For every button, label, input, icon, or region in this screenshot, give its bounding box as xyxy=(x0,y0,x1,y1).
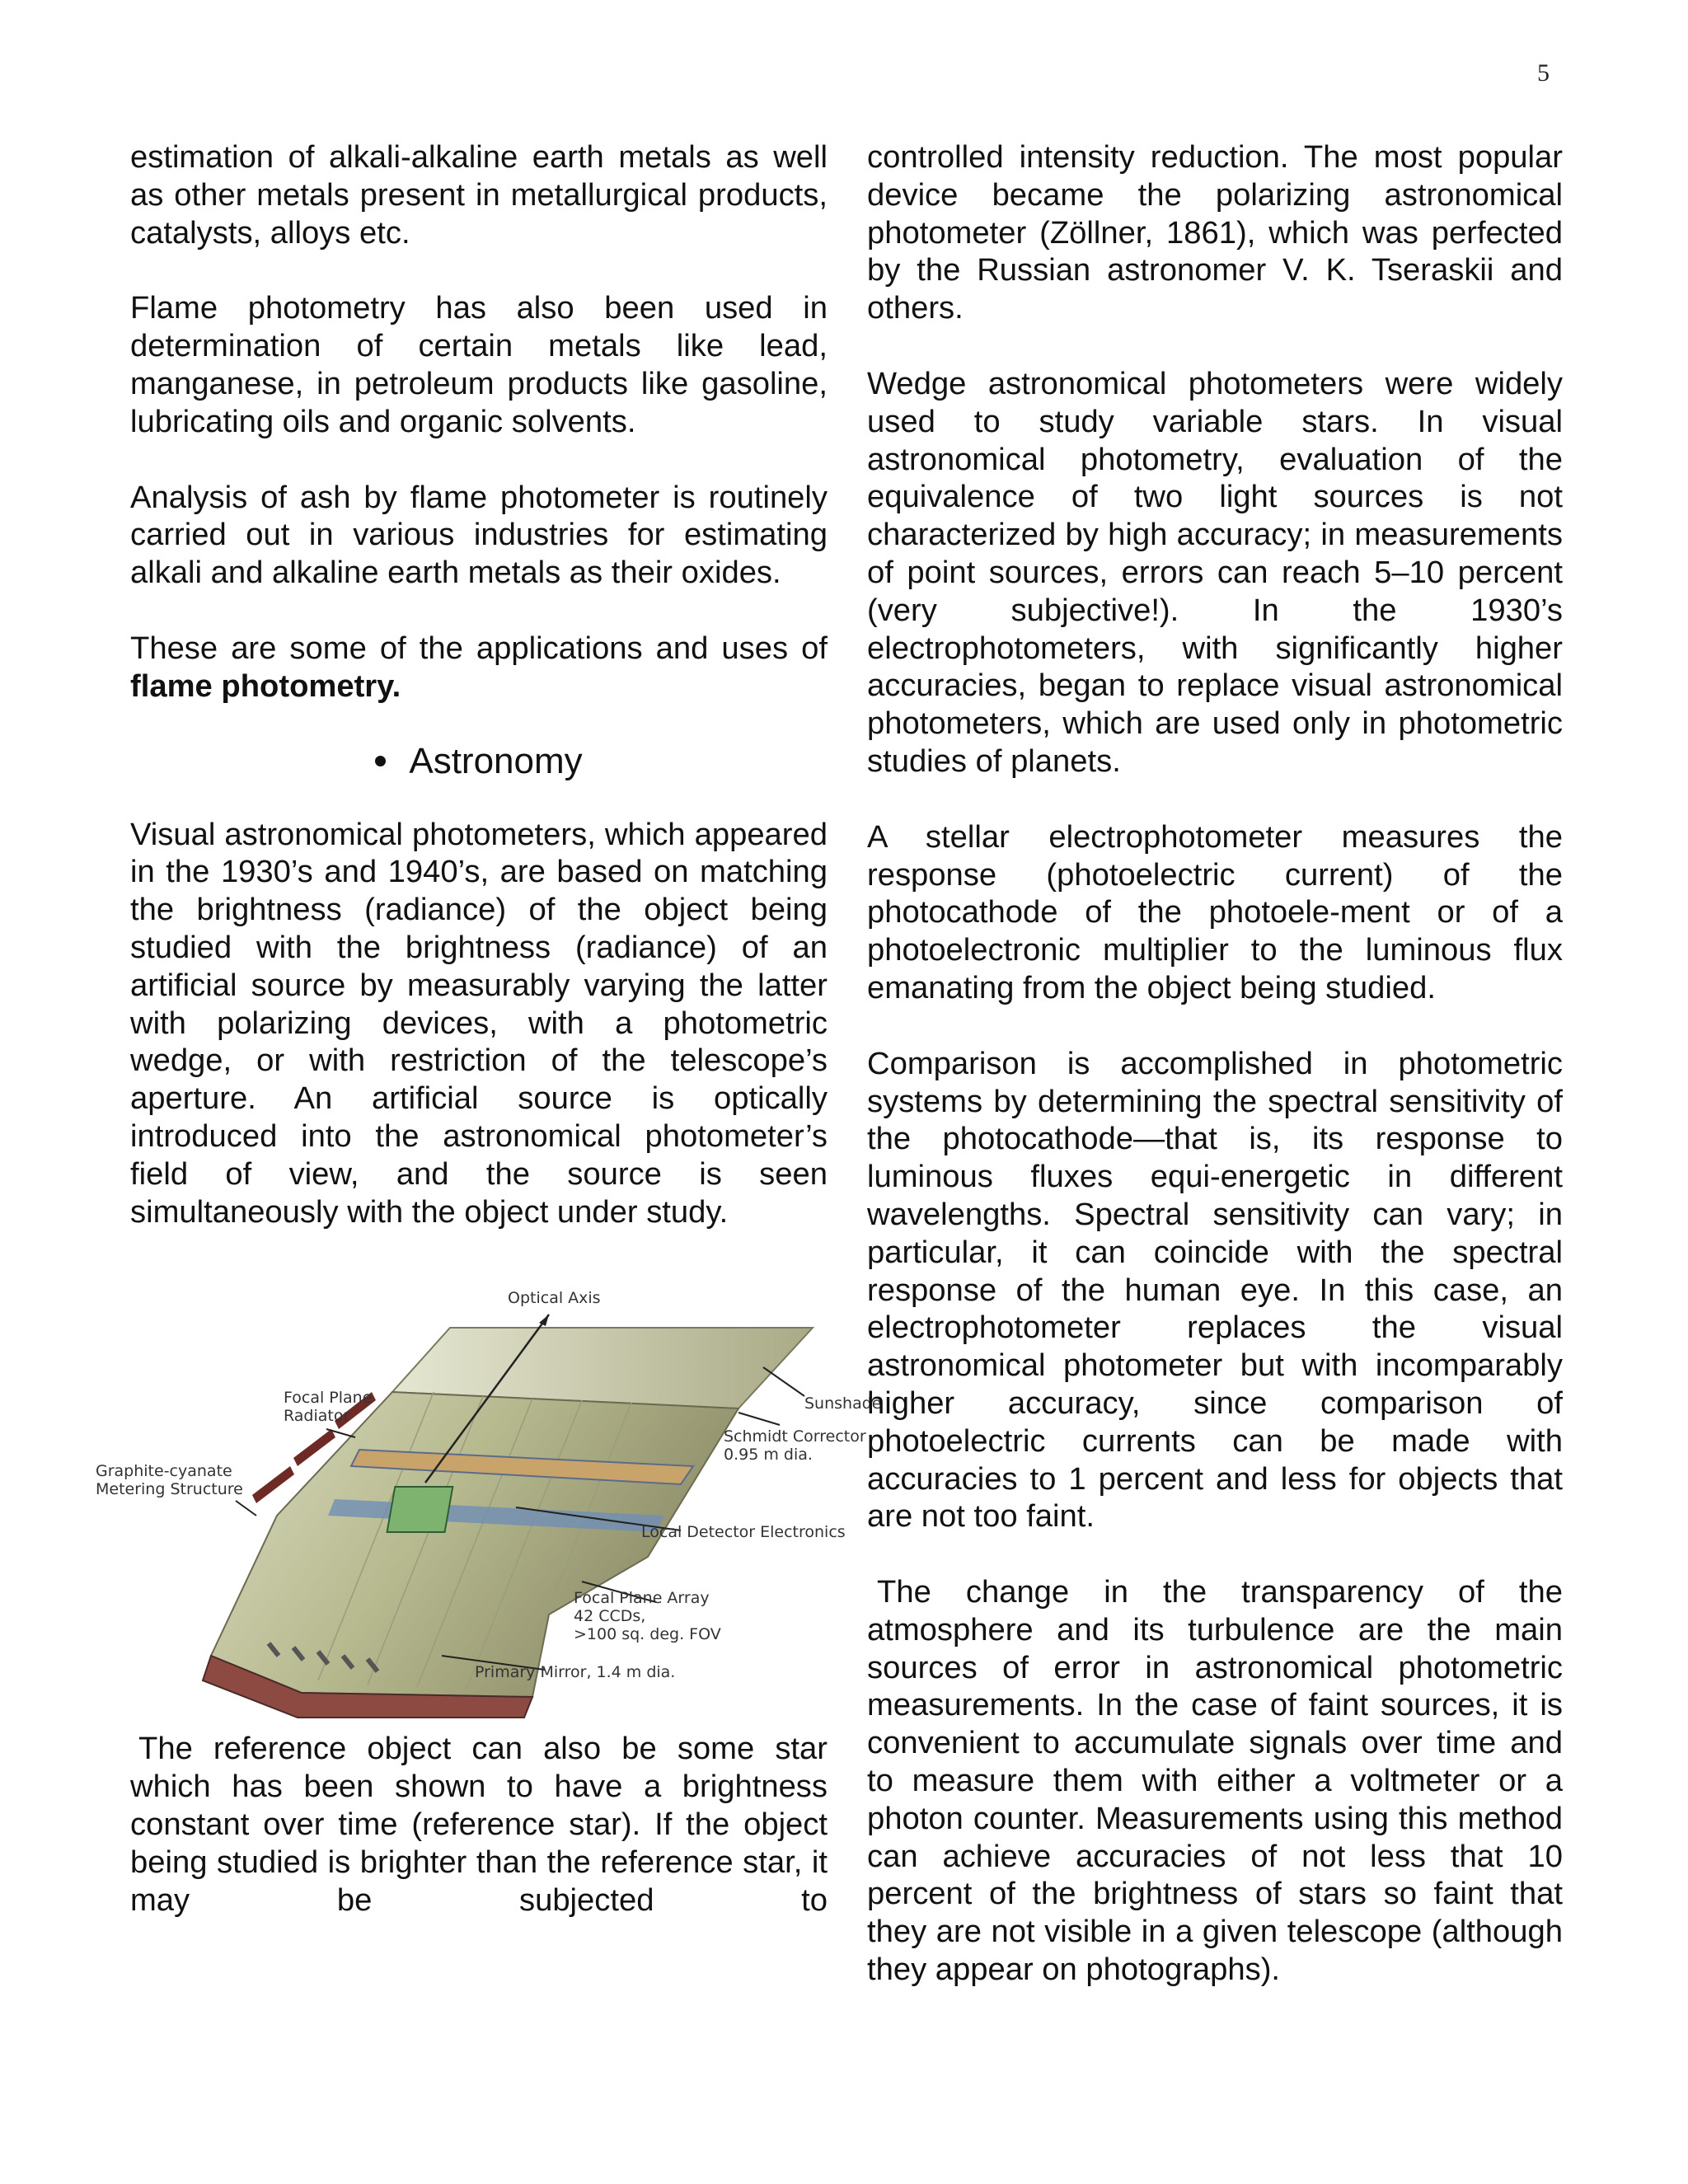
applications-text: These are some of the applications and uses of xyxy=(130,630,828,666)
left-column xyxy=(96,138,882,1957)
label-focal-plane-radiator-1: Focal Plane xyxy=(284,1389,373,1408)
paragraph-reference-star: The reference object can also be some star which has been shown to have a brightness constant over time (reference star). If the object being studied is brighter than the reference star, it may be subjected to xyxy=(130,1731,828,1918)
right-column xyxy=(867,138,1563,2027)
label-graphite-2: Metering Structure xyxy=(96,1480,243,1499)
label-schmidt-1: Schmidt Corrector xyxy=(724,1427,866,1446)
local-detector-box xyxy=(387,1487,453,1532)
section-heading-astronomy xyxy=(130,737,828,786)
label-graphite-1: Graphite-cyanate xyxy=(96,1462,232,1481)
label-fpa-2: 42 CCDs, xyxy=(574,1607,646,1626)
paragraph-visual-photometers: Visual astronomical photometers, which appeared in the 1930’s and 1940’s, are based on matching the brightness (radiance) of the object being studied with the brightness (radiance) of an artificial source by measurably varying the latter with polarizing devices, with a photometric wedge, or with restriction of the telescope’s aperture. An artificial source is optically introduced into the astronomical photometer’s field of view, and the source is seen simultaneously with the object under study. xyxy=(130,816,828,1230)
page-number: 5 xyxy=(1537,59,1550,87)
label-optical-axis: Optical Axis xyxy=(508,1289,601,1308)
label-local-detector: Local Detector Electronics xyxy=(641,1523,846,1542)
telescope-diagram xyxy=(87,1268,882,1730)
label-schmidt-2: 0.95 m dia. xyxy=(724,1446,813,1465)
applications-bold: flame photometry. xyxy=(130,668,401,704)
paragraph-petroleum: Flame photometry has also been used in determination of certain metals like lead, manganese, in petroleum products like gasoline, lubricating oils and organic solvents. xyxy=(130,290,828,439)
label-primary-mirror: Primary Mirror, 1.4 m dia. xyxy=(475,1663,676,1682)
paragraph-ash-analysis: Analysis of ash by flame photometer is routinely carried out in various industries for estimating alkali and alkaline earth metals as their oxides. xyxy=(130,479,828,591)
paragraph-wedge-photometers: Wedge astronomical photometers were widely used to study variable stars. In visual astronomical photometry, evaluation of the equivalence of two light sources is not characterized by high accuracy; in measurements of point sources, errors can reach 5–10 percent (very subjective!). In the 1930’s electrophotometers, with significantly higher accuracies, began to replace visual astronomical photometers, which are used only in photometric studies of planets. xyxy=(867,365,1563,779)
paragraph-applications xyxy=(130,630,828,705)
label-sunshade: Sunshade xyxy=(804,1394,882,1413)
label-fpa-1: Focal Plane Array xyxy=(574,1589,710,1608)
paragraph-atmosphere: The change in the transparency of the atmosphere and its turbulence are the main sources of error in astronomical photometric measurements. In the case of faint sources, it is convenient to accumulate signals over time and to measure them with either a voltmeter or a photon counter. Measurements using this method can achieve accuracies of not less that 10 percent of the brightness of stars so faint that they are not visible in a given telescope (although they appear on photographs). xyxy=(867,1574,1563,1988)
paragraph-metals-estimation: estimation of alkali-alkaline earth metals as well as other metals present in metallurgical products, catalysts, alloys etc. xyxy=(130,139,828,251)
telescope-diagram-svg xyxy=(87,1268,882,1730)
bullet-icon xyxy=(375,756,386,766)
paragraph-stellar-electrophotometer: A stellar electrophotometer measures the response (photoelectric current) of the photocathode of the photoele-ment or of a photoelectronic multiplier to the luminous flux emanating from the object being studied. xyxy=(867,818,1563,1005)
heading-text: Astronomy xyxy=(409,740,583,781)
paragraph-comparison: Comparison is accomplished in photometric systems by determining the spectral sensitivity of the photocathode—that is, its response to luminous fluxes equi-energetic in different wavelengths. Spectral sensitivity can vary; in particular, it can coincide with the spectral response of the human eye. In this case, an electrophotometer replaces the visual astronomical photometer but with incomparably higher accuracy, since comparison of photoelectric currents can be made with accuracies to 1 percent and less for objects that are not too faint. xyxy=(867,1045,1563,1535)
paragraph-polarizing-photometer: controlled intensity reduction. The most popular device became the polarizing astronomical photometer (Zöllner, 1861), which was perfected by the Russian astronomer V. K. Tseraskii and others. xyxy=(867,139,1563,326)
label-fpa-3: >100 sq. deg. FOV xyxy=(574,1625,721,1644)
label-focal-plane-radiator-2: Radiator xyxy=(284,1407,350,1426)
